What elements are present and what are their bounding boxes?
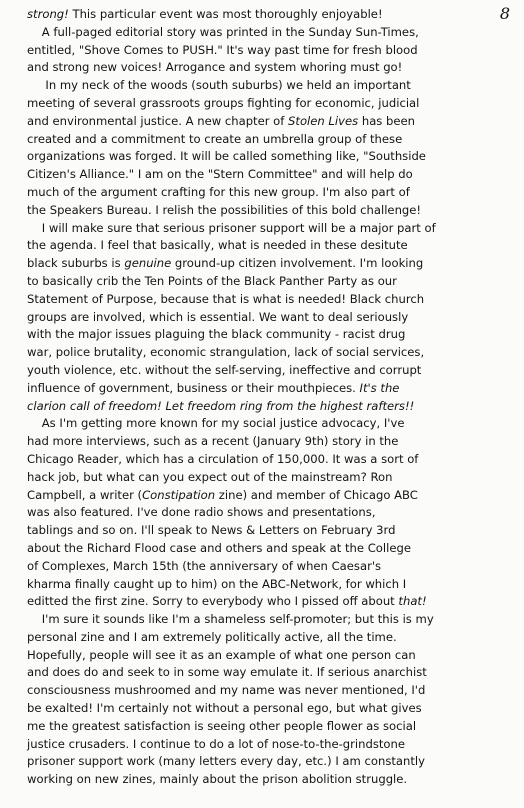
text-run: had more interviews, such as a recent (January 9th) story in the — [27, 434, 399, 449]
text-line — [27, 753, 507, 771]
text-line — [27, 487, 507, 505]
body-text — [27, 6, 507, 789]
italic-text: that! — [398, 594, 427, 609]
text-run: kharma finally caught up to him) on the ABC-Network, for which I — [27, 576, 407, 591]
text-run: black suburbs is — [27, 256, 125, 271]
text-run: much of the argument crafting for this new group. I'm also part of — [27, 184, 410, 199]
text-line — [27, 629, 507, 647]
text-line — [27, 95, 507, 113]
italic-text: strong! — [27, 7, 69, 21]
text-line — [27, 451, 507, 469]
text-line — [27, 166, 507, 184]
text-run: I will make sure that serious prisoner support will be a major part of — [27, 220, 436, 235]
italic-text: genuine — [124, 256, 172, 271]
text-line — [27, 540, 507, 558]
text-run: justice crusaders. I continue to do a lot of nose-to-the-grindstone — [27, 736, 405, 751]
text-line — [27, 59, 507, 77]
text-run: has been — [358, 113, 415, 128]
text-run: and strong new voices! Arrogance and system whoring must go! — [27, 60, 403, 75]
text-run: created and a commitment to create an umbrella group of these — [27, 131, 403, 146]
text-run: zine) and member of Chicago ABC — [215, 487, 418, 502]
text-line — [27, 682, 507, 700]
italic-text: It's the — [359, 380, 400, 395]
text-line — [27, 273, 507, 291]
text-line — [27, 202, 507, 220]
text-line — [27, 6, 507, 24]
text-run: As I'm getting more known for my social justice advocacy, I've — [27, 416, 405, 431]
text-run: consciousness mushroomed and my name was never mentioned, I'd — [27, 683, 426, 698]
text-run: In my neck of the woods (south suburbs) we held an important — [27, 78, 411, 93]
text-run: ground-up citizen involvement. I'm looking — [171, 256, 424, 271]
text-run: prisoner support work (many letters every day, etc.) I am constantly — [27, 754, 425, 769]
italic-text: Constipation — [142, 487, 216, 502]
text-line — [27, 398, 507, 416]
text-run: meeting of several grassroots groups fighting for economic, judicial — [27, 95, 420, 110]
text-line — [27, 647, 507, 665]
text-run: Statement of Purpose, because that is what is needed! Black church — [27, 291, 425, 306]
text-line — [27, 504, 507, 522]
text-run: of Complexes, March 15th (the anniversary of when Caesar's — [27, 558, 382, 573]
text-line — [27, 362, 507, 380]
italic-text: Stolen Lives — [288, 113, 359, 128]
text-run: war, police brutality, economic strangulation, lack of social services, — [27, 345, 425, 360]
text-line — [27, 184, 507, 202]
italic-text: clarion call of freedom! Let freedom ring from the highest rafters!! — [27, 398, 415, 413]
text-line — [27, 113, 507, 131]
text-line — [27, 24, 507, 42]
text-run: groups are involved, which is essential. We want to deal seriously — [27, 309, 409, 324]
text-run: the agenda. I feel that basically, what is needed in these desitute — [27, 238, 408, 253]
text-run: working on new zines, mainly about the prison abolition struggle. — [27, 772, 408, 787]
text-run: be exalted! I'm certainly not without a personal ego, but what gives — [27, 701, 422, 716]
text-run: and does do and seek to in some way emulate it. If serious anarchist — [27, 665, 427, 680]
text-line — [27, 771, 507, 789]
text-run: about the Richard Flood case and others and speak at the College — [27, 540, 411, 555]
text-line — [27, 593, 507, 611]
text-line — [27, 469, 507, 487]
text-run: tablings and so on. I'll speak to News & Letters on February 3rd — [27, 523, 396, 538]
text-run: A full-paged editorial story was printed in the Sunday Sun-Times, — [27, 24, 419, 39]
text-run: influence of government, business or their mouthpieces. — [27, 380, 360, 395]
page-number: 8 — [499, 4, 510, 23]
text-line — [27, 736, 507, 754]
text-run: with the major issues plaguing the black community - racist drug — [27, 327, 406, 342]
text-line — [27, 433, 507, 451]
text-line — [27, 576, 507, 594]
text-run: Campbell, a writer ( — [27, 487, 143, 502]
text-line — [27, 42, 507, 60]
text-line — [27, 326, 507, 344]
text-line — [27, 237, 507, 255]
text-line — [27, 255, 507, 273]
text-run: organizations was forged. It will be called something like, "Southside — [27, 149, 426, 164]
text-line — [27, 415, 507, 433]
text-line — [27, 220, 507, 238]
text-run: the Speakers Bureau. I relish the possibilities of this bold challenge! — [27, 202, 422, 217]
text-line — [27, 380, 507, 398]
text-line — [27, 309, 507, 327]
text-line — [27, 291, 507, 309]
text-run: hack job, but what can you expect out of the mainstream? Ron — [27, 469, 393, 484]
text-line — [27, 77, 507, 95]
text-run: to basically crib the Ten Points of the Black Panther Party as our — [27, 273, 397, 288]
text-run: Chicago Reader, which has a circulation of 150,000. It was a sort of — [27, 451, 419, 466]
text-run: and environmental justice. A new chapter of — [27, 113, 289, 128]
text-run: Citizen's Alliance." I am on the "Stern Committee" and will help do — [27, 167, 413, 182]
text-line — [27, 611, 507, 629]
text-line — [27, 664, 507, 682]
text-run: I'm sure it sounds like I'm a shameless self-promoter; but this is my — [27, 612, 434, 627]
text-run: was also featured. I've done radio shows and presentations, — [27, 505, 376, 520]
text-run: entitled, "Shove Comes to PUSH." It's way past time for fresh blood — [27, 42, 418, 57]
text-line — [27, 522, 507, 540]
text-line — [27, 558, 507, 576]
text-run: youth violence, etc. without the self-serving, ineffective and corrupt — [27, 362, 422, 377]
text-line — [27, 344, 507, 362]
text-line — [27, 148, 507, 166]
text-run: Hopefully, people will see it as an example of what one person can — [27, 647, 416, 662]
text-line — [27, 700, 507, 718]
text-run: me the greatest satisfaction is seeing other people flower as social — [27, 718, 417, 733]
text-line — [27, 131, 507, 149]
text-run: This particular event was most thoroughly enjoyable! — [68, 7, 383, 21]
text-run: editted the first zine. Sorry to everybody who I pissed off about — [27, 594, 399, 609]
text-run: personal zine and I am extremely politically active, all the time. — [27, 629, 397, 644]
text-line — [27, 718, 507, 736]
